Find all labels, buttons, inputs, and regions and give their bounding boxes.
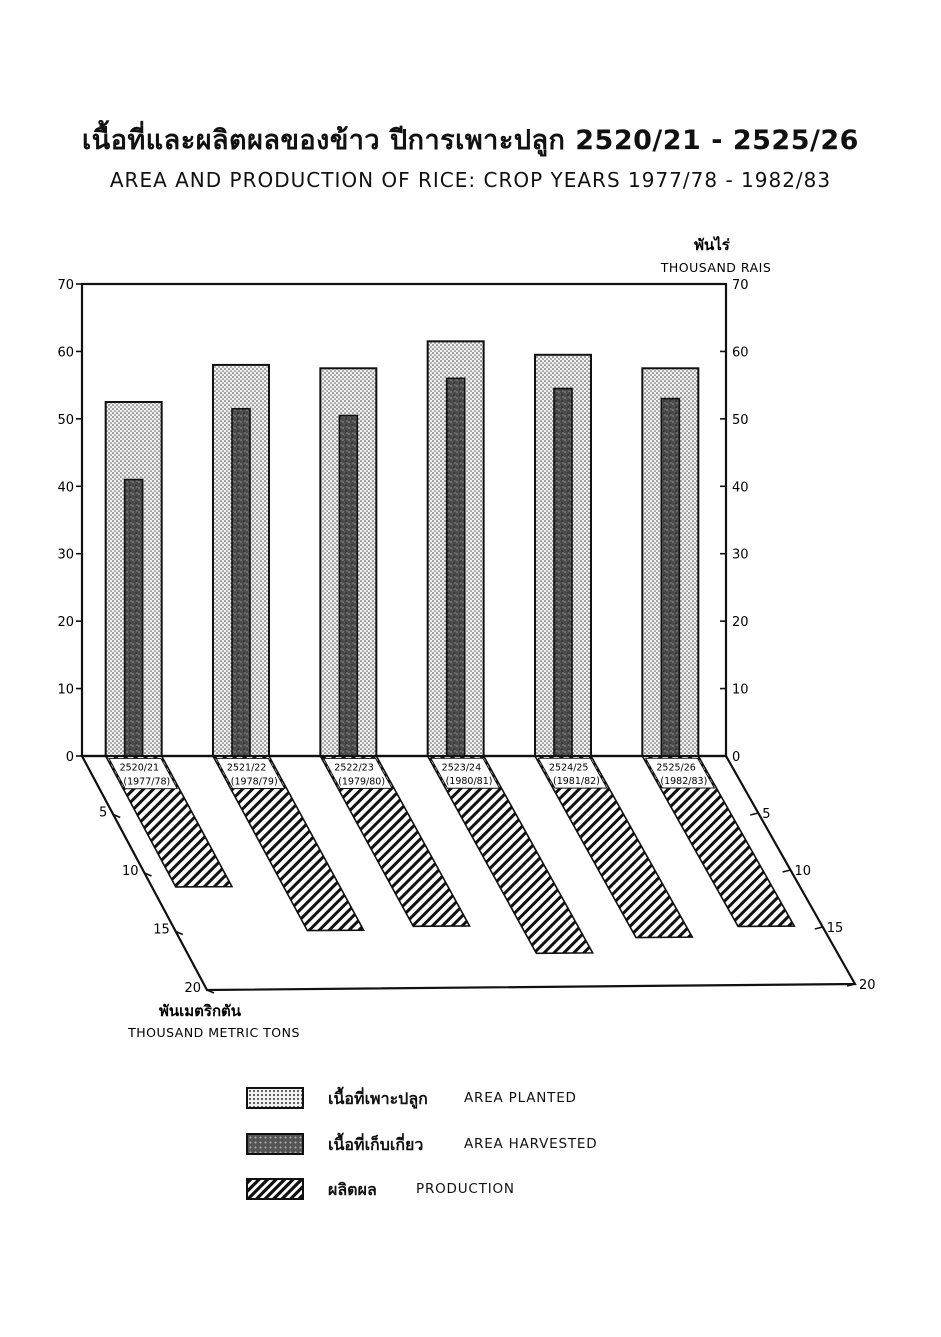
chart-back-wall [82, 284, 726, 756]
legend-swatch-speckle [246, 1133, 304, 1155]
depth-tick-right [815, 927, 823, 929]
category-label-en: (1982/83) [660, 775, 708, 787]
legend-item-area-planted [246, 1087, 666, 1117]
depth-tick-label-right: 10 [794, 864, 812, 879]
y-tick-label-left: 30 [57, 547, 74, 563]
y-tick-label-right: 70 [732, 278, 749, 293]
y-tick-label-right: 10 [732, 682, 749, 698]
chart-title-thai: เนื้อที่และผลิตผลของข้าว ปีการเพาะปลูก 2520/21 - 2525/26 [82, 125, 859, 156]
depth-tick-label-right: 15 [826, 921, 844, 936]
depth-tick-right [783, 870, 791, 872]
y-tick-label-left: 10 [57, 682, 74, 698]
y-tick-label-right: 60 [732, 345, 749, 361]
category-label-thai: 2522/23 [334, 762, 374, 774]
y-tick-label-left: 40 [57, 480, 74, 496]
bar-area-harvested [125, 480, 143, 756]
category-label-thai: 2525/26 [656, 762, 696, 774]
chart-title-english: AREA AND PRODUCTION OF RICE: CROP YEARS 1977/78 - 1982/83 [109, 168, 832, 192]
legend-label-thai: เนื้อที่เพาะปลูก [328, 1089, 428, 1108]
depth-tick-label-right: 20 [859, 978, 876, 993]
depth-tick-label-left: 10 [121, 864, 139, 879]
legend-label-thai: ผลิตผล [328, 1180, 377, 1199]
category-label-thai: 2523/24 [441, 762, 482, 774]
depth-tick-label-left: 5 [98, 805, 108, 821]
category-label-en: (1981/82) [552, 776, 600, 788]
y-tick-label-right: 40 [732, 480, 749, 496]
legend-item-area-harvested [246, 1133, 666, 1163]
y-tick-label-right: 50 [732, 412, 749, 428]
category-label-en: (1978/79) [230, 776, 278, 788]
legend-label-en: AREA HARVESTED [464, 1136, 598, 1152]
legend-swatch-hatch [246, 1178, 304, 1200]
y-tick-label-right: 30 [732, 547, 749, 563]
category-label-en: (1980/81) [445, 776, 493, 788]
y-axis-unit-en: THOUSAND RAIS [660, 260, 772, 275]
depth-tick-label-left: 15 [153, 922, 170, 938]
depth-axis-unit-thai: พันเมตริกตัน [158, 1002, 242, 1020]
legend-label-thai: เนื้อที่เก็บเกี่ยว [328, 1135, 424, 1154]
y-tick-label-left: 20 [57, 615, 74, 631]
bar-area-harvested [447, 378, 465, 756]
y-tick-label-right: 20 [732, 615, 749, 631]
category-label-en: (1979/80) [338, 776, 386, 788]
y-tick-label-right: 0 [732, 750, 741, 765]
y-tick-label-left: 50 [57, 412, 74, 428]
category-label-thai: 2521/22 [226, 762, 267, 774]
category-label-en: (1977/78) [123, 776, 171, 788]
depth-tick-label-left: 20 [184, 981, 201, 996]
bar-area-harvested [554, 389, 572, 756]
depth-axis-unit-en: THOUSAND METRIC TONS [128, 1025, 300, 1040]
category-label-thai: 2520/21 [119, 762, 160, 774]
bar-area-harvested [661, 399, 679, 756]
depth-tick-right [750, 813, 758, 815]
bar-area-harvested [339, 415, 357, 756]
category-label-thai: 2524/25 [549, 762, 589, 774]
depth-tick-label-right: 5 [762, 807, 771, 822]
legend-label-en: AREA PLANTED [464, 1090, 577, 1106]
y-tick-label-left: 60 [57, 345, 74, 361]
y-tick-label-left: 70 [57, 278, 74, 293]
legend-item-production [246, 1178, 666, 1208]
legend-swatch-dots [246, 1087, 304, 1109]
y-axis-unit-thai: พันไร่ [694, 236, 730, 254]
bar-area-harvested [232, 409, 250, 756]
y-tick-label-left: 0 [65, 750, 74, 765]
legend-label-en: PRODUCTION [416, 1181, 515, 1197]
